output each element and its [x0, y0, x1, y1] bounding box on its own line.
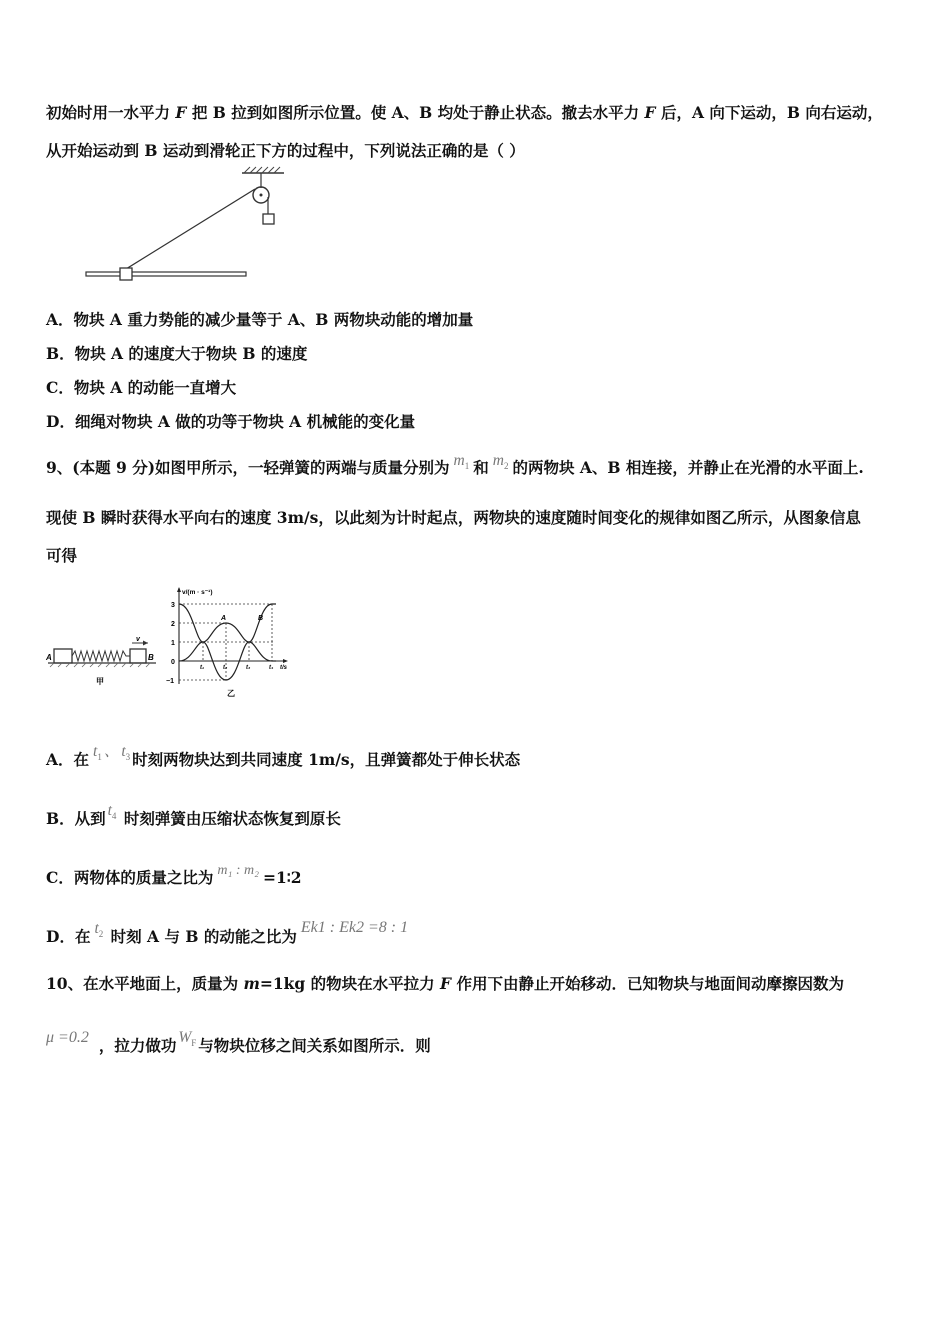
- y-axis-arrow: [177, 587, 181, 592]
- q9-m2: $m_2$: [492, 452, 509, 472]
- q9-figure-spring: [44, 630, 162, 690]
- q9-option-a: [46, 743, 521, 771]
- q8-stem-text: 初始时用一水平力: [46, 103, 176, 122]
- q10-mass-symbol: m: [243, 974, 260, 993]
- q8-force-symbol: F: [175, 103, 187, 122]
- q9-option-b: [46, 802, 341, 830]
- q9-option-d-ek-ratio: Ek1 : Ek2 =8 : 1: [300, 919, 409, 936]
- q9-option-b-text: B．从到: [46, 809, 106, 828]
- q9-option-d-text: D．在: [46, 927, 91, 946]
- q9-and: 和: [473, 458, 489, 477]
- curve-label-B: B: [258, 615, 264, 622]
- pulley-axle: [260, 194, 263, 197]
- x-tick-t2: t₂: [223, 665, 228, 671]
- y-tick-neg1: −1: [166, 678, 174, 685]
- q10-text: =1kg 的物块在水平拉力: [259, 974, 441, 993]
- q8-force-symbol: F: [644, 103, 656, 122]
- x-tick-t3: t₃: [246, 665, 251, 671]
- q9-option-b-t4: $t_4$: [107, 802, 117, 822]
- caption-yi: 乙: [227, 689, 235, 698]
- q9-m1: $m_1$: [453, 452, 470, 472]
- q8-option-b: B．物块 A 的速度大于物块 B 的速度: [46, 344, 308, 363]
- velocity-arrowhead: [143, 641, 148, 646]
- x-tick-t4: t₄: [269, 665, 274, 671]
- x-tick-t1: t₁: [200, 665, 205, 671]
- horizontal-rod: [86, 272, 246, 276]
- q9-option-d-t2: $t_2$: [94, 920, 104, 940]
- spring-block-A: [54, 649, 72, 663]
- q9-stem-line2: 现使 B 瞬时获得水平向右的速度 3m/s，以此刻为计时起点，两物块的速度随时间变化的规律如图乙所示，从图象信息: [46, 508, 861, 527]
- rope-slant: [126, 189, 255, 269]
- q9-option-a-sep: 、: [103, 743, 120, 760]
- q8-option-d: D．细绳对物块 A 做的功等于物块 A 机械能的变化量: [46, 412, 416, 431]
- q9-option-a-t1: $t_1$: [93, 743, 102, 763]
- spring-block-B: [130, 649, 146, 663]
- label-A: A: [46, 653, 52, 662]
- q10-force-symbol: F: [440, 974, 452, 993]
- q9-option-b-text: 时刻弹簧由压缩状态恢复到原长: [118, 809, 341, 828]
- q9-option-c-text: C．两物体的质量之比为: [46, 868, 214, 887]
- label-v: v: [136, 636, 140, 643]
- q8-option-a: A．物块 A 重力势能的减少量等于 A、B 两物块动能的增加量: [46, 310, 474, 329]
- ceiling-hatch: [244, 167, 280, 173]
- caption-jia: 甲: [96, 677, 104, 686]
- spring: [72, 651, 130, 661]
- q10-line1: [46, 972, 844, 994]
- q8-pulley-figure: [80, 166, 290, 286]
- q10-text: 与物块位移之间关系如图所示．则: [198, 1036, 431, 1055]
- y-tick-0: 0: [171, 659, 175, 666]
- q9-option-a-text: A．在: [46, 750, 90, 769]
- q10-text: ，拉力做功: [98, 1036, 177, 1055]
- q8-stem-line1: [46, 101, 883, 123]
- q10-line2: [46, 1029, 431, 1057]
- curve-label-A: A: [221, 615, 227, 622]
- block-B: [120, 268, 132, 280]
- q9-option-c: [46, 863, 302, 888]
- q9-option-a-t3: $t_3$: [121, 743, 131, 763]
- q9-option-d: [46, 919, 409, 948]
- label-B: B: [148, 653, 154, 662]
- y-tick-1: 1: [171, 640, 175, 647]
- q8-option-c: C．物块 A 的动能一直增大: [46, 378, 237, 397]
- q10-text: 10、在水平地面上，质量为: [46, 974, 244, 993]
- q9-option-c-text: =1∶2: [262, 868, 302, 887]
- y-tick-2: 2: [171, 621, 175, 628]
- x-axis-arrow: [283, 659, 288, 663]
- q9-figure-vt-graph: [162, 584, 296, 702]
- axis-title: v/(m · s⁻¹): [182, 589, 213, 596]
- q9-option-a-text: 时刻两物块达到共同速度 1m/s，且弹簧都处于伸长状态: [132, 750, 521, 769]
- q8-stem-text: 把 B 拉到如图所示位置。使 A、B 均处于静止状态。撤去水平力: [186, 103, 645, 122]
- q9-stem-text: 9、(本题 9 分)如图甲所示，一轻弹簧的两端与质量分别为: [46, 458, 450, 477]
- y-tick-3: 3: [171, 602, 175, 609]
- q10-mu: μ =0.2: [46, 1029, 89, 1046]
- q9-option-c-ratio: m₁ : m₂: [217, 863, 259, 878]
- q9-stem-line1: [46, 452, 864, 479]
- q10-text: 作用下由静止开始移动．已知物块与地面间动摩擦因数为: [451, 974, 844, 993]
- q8-stem-line2: 从开始运动到 B 运动到滑轮正下方的过程中，下列说法正确的是（ ）: [46, 141, 525, 160]
- x-axis-label: t/s: [280, 665, 288, 671]
- q8-stem-text: 后，A 向下运动，B 向右运动，: [655, 103, 883, 122]
- q10-wf: $W_F$: [178, 1029, 197, 1049]
- q9-option-d-text: 时刻 A 与 B 的动能之比为: [105, 927, 297, 946]
- q9-stem-line3: 可得: [46, 546, 78, 565]
- block-A: [263, 214, 274, 224]
- q9-stem-text: 的两物块 A、B 相连接，并静止在光滑的水平面上.: [512, 458, 864, 477]
